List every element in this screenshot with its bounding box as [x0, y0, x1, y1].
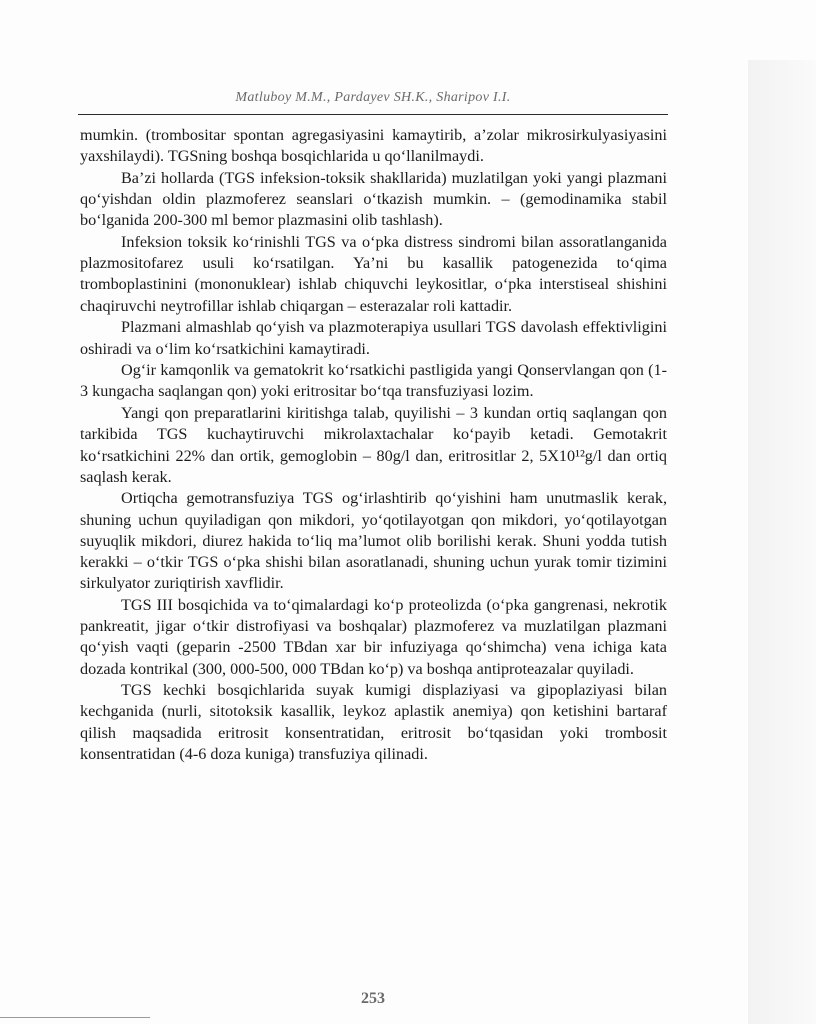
bottom-rule — [0, 1017, 150, 1018]
header-rule — [78, 114, 668, 115]
paragraph: Ba’zi hollarda (TGS infeksion-toksik shakllarida) muzlatilgan yoki yangi plazmani qo‘yishdan oldin plazmoferez seanslari o‘tkazish mumkin. – (gemodinamika stabil bo‘lganida 200-300 ml bemor plazmasini olib tashlash). — [80, 168, 667, 230]
running-header: Matluboy M.M., Pardayev SH.K., Sharipov I.I. — [235, 90, 511, 105]
page-edge-shadow — [748, 60, 816, 1024]
paragraph: TGS kechki bosqichlarida suyak kumigi displaziyasi va gipoplaziyasi bilan kechganida (nurli, sitotoksik kasallik, leykoz aplastik anemiya) qon ketishini bartaraf qilish maqsadida eritrosit konsentratidan, eritrosit bo‘tqasidan yoki trombosit konsentratidan (4-6 doza kuniga) transfuziya qilinadi. — [80, 681, 667, 763]
paragraph: TGS III bosqichida va to‘qimalardagi ko‘p proteolizda (o‘pka gangrenasi, nekrotik pankreatit, jigar o‘tkir distrofiyasi va boshqalar) plazmoferez va muzlatilgan plazmani qo‘yish vaqti (geparin -2500 TBdan xar bir infuziyaga qo‘shimcha) vena ichiga kata dozada kontrikal (300, 000-500, 000 TBdan ko‘p) va boshqa antiproteazalar quyiladi. — [80, 595, 667, 678]
paragraph: Yangi qon preparatlarini kiritishga talab, quyilishi – 3 kundan ortiq saqlangan qon tarkibida TGS kuchaytiruvchi mikrolaxtachalar ko‘payib ketadi. Gemotakrit ko‘rsatkichini 22% dan ortik, gemoglobin – 80g/l dan, eritrositlar 2, 5X10¹²g/l dan ortiq saqlash kerak. — [80, 404, 667, 486]
paragraph: mumkin. (trombositar spontan agregasiyasini kamaytirib, a’zolar mikrosirkulyasiyasini yaxshilaydi). TGSning boshqa bosqichlarida u qo‘llanilmaydi. — [80, 126, 667, 166]
page-number: 253 — [361, 990, 385, 1007]
paragraph: Infeksion toksik ko‘rinishli TGS va o‘pka distress sindromi bilan assoratlanganida plazmositofarez usuli ko‘rsatilgan. Ya’ni bu kasallik patogenezida to‘qima tromboplastinini (mononuklear) ishlab chiquvchi leykositlar, o‘pka interstiseal shishini chaqiruvchi neytrofillar ishlab chiqargan – esterazalar roli kattadir. — [80, 233, 667, 315]
paragraph: Ortiqcha gemotransfuziya TGS og‘irlashtirib qo‘yishini ham unutmaslik kerak, shuning uchun quyiladigan qon mikdori, yo‘qotilayotgan qon mikdori, yo‘qotilayotgan suyuqlik mikdori, diurez hakida to‘liq ma’lumot olib borilishi kerak. Shuni yodda tutish kerakki – o‘tkir TGS o‘pka shishi bilan asoratlanadi, shuning uchun yurak tomir tizimini sirkulyator zuriqtirish xavflidir. — [80, 489, 667, 593]
paragraph: Og‘ir kamqonlik va gematokrit ko‘rsatkichi pastligida yangi Qonservlangan qon (1-3 kungacha saqlangan qon) yoki eritrositar bo‘tqa transfuziyasi lozim. — [80, 361, 667, 401]
paragraph: Plazmani almashlab qo‘yish va plazmoterapiya usullari TGS davolash effektivligini oshiradi va o‘lim ko‘rsatkichini kamaytiradi. — [80, 318, 667, 358]
page-body — [80, 125, 667, 766]
